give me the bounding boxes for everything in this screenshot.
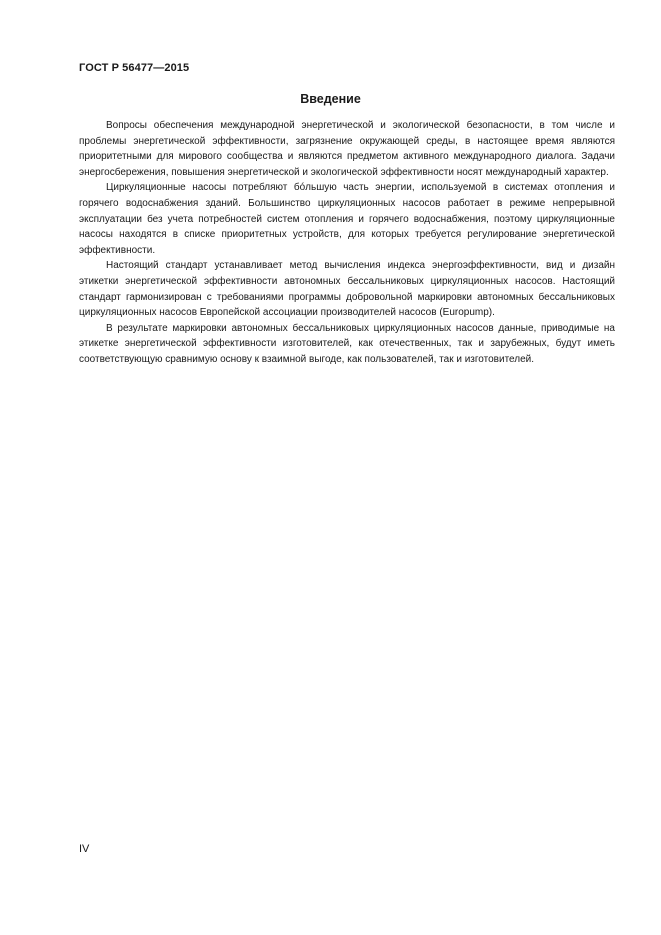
paragraph-3: Настоящий стандарт устанавливает метод вычисления индекса энергоэффективности, вид и дизайн этикетки энергетической эффективности автономных бессальниковых циркуляционных насосов. Настоящий стандарт гармонизирован с требованиями программы добровольной маркировки автономных бессальниковых циркуляционных насосов Европейской ассоциации производителей насосов (Europump). [79, 260, 615, 319]
body-text [79, 118, 615, 368]
section-title: Введение [300, 92, 361, 106]
paragraph-4: В результате маркировки автономных бессальниковых циркуляционных насосов данные, приводимые на этикетке энергетической эффективности изготовителей, как отечественных, так и зарубежных, будут иметь соответствующую сравнимую основу к взаимной выгоде, как пользователей, так и изготовителей. [79, 322, 615, 365]
page-number: IV [79, 843, 90, 855]
document-code-header: ГОСТ Р 56477—2015 [79, 62, 190, 74]
paragraph-2: Циркуляционные насосы потребляют бóльшую часть энергии, используемой в системах отопления и горячего водоснабжения зданий. Большинство циркуляционных насосов работает в режиме непрерывной эксплуатации без учета потребностей систем отопления и горячего водоснабжения, поэтому циркуляционные насосы находятся в списке приоритетных устройств, для которых требуется регулирование энергетической эффективности. [79, 182, 615, 256]
paragraph-1: Вопросы обеспечения международной энергетической и экологической безопасности, в том числе и проблемы энергетической эффективности, загрязнение окружающей среды, в настоящее время являются приоритетными для мирового сообщества и являются предметом активного международного диалога. Задачи энергосбережения, повышения энергетической и экологической эффективности носят международный характер. [79, 120, 615, 178]
